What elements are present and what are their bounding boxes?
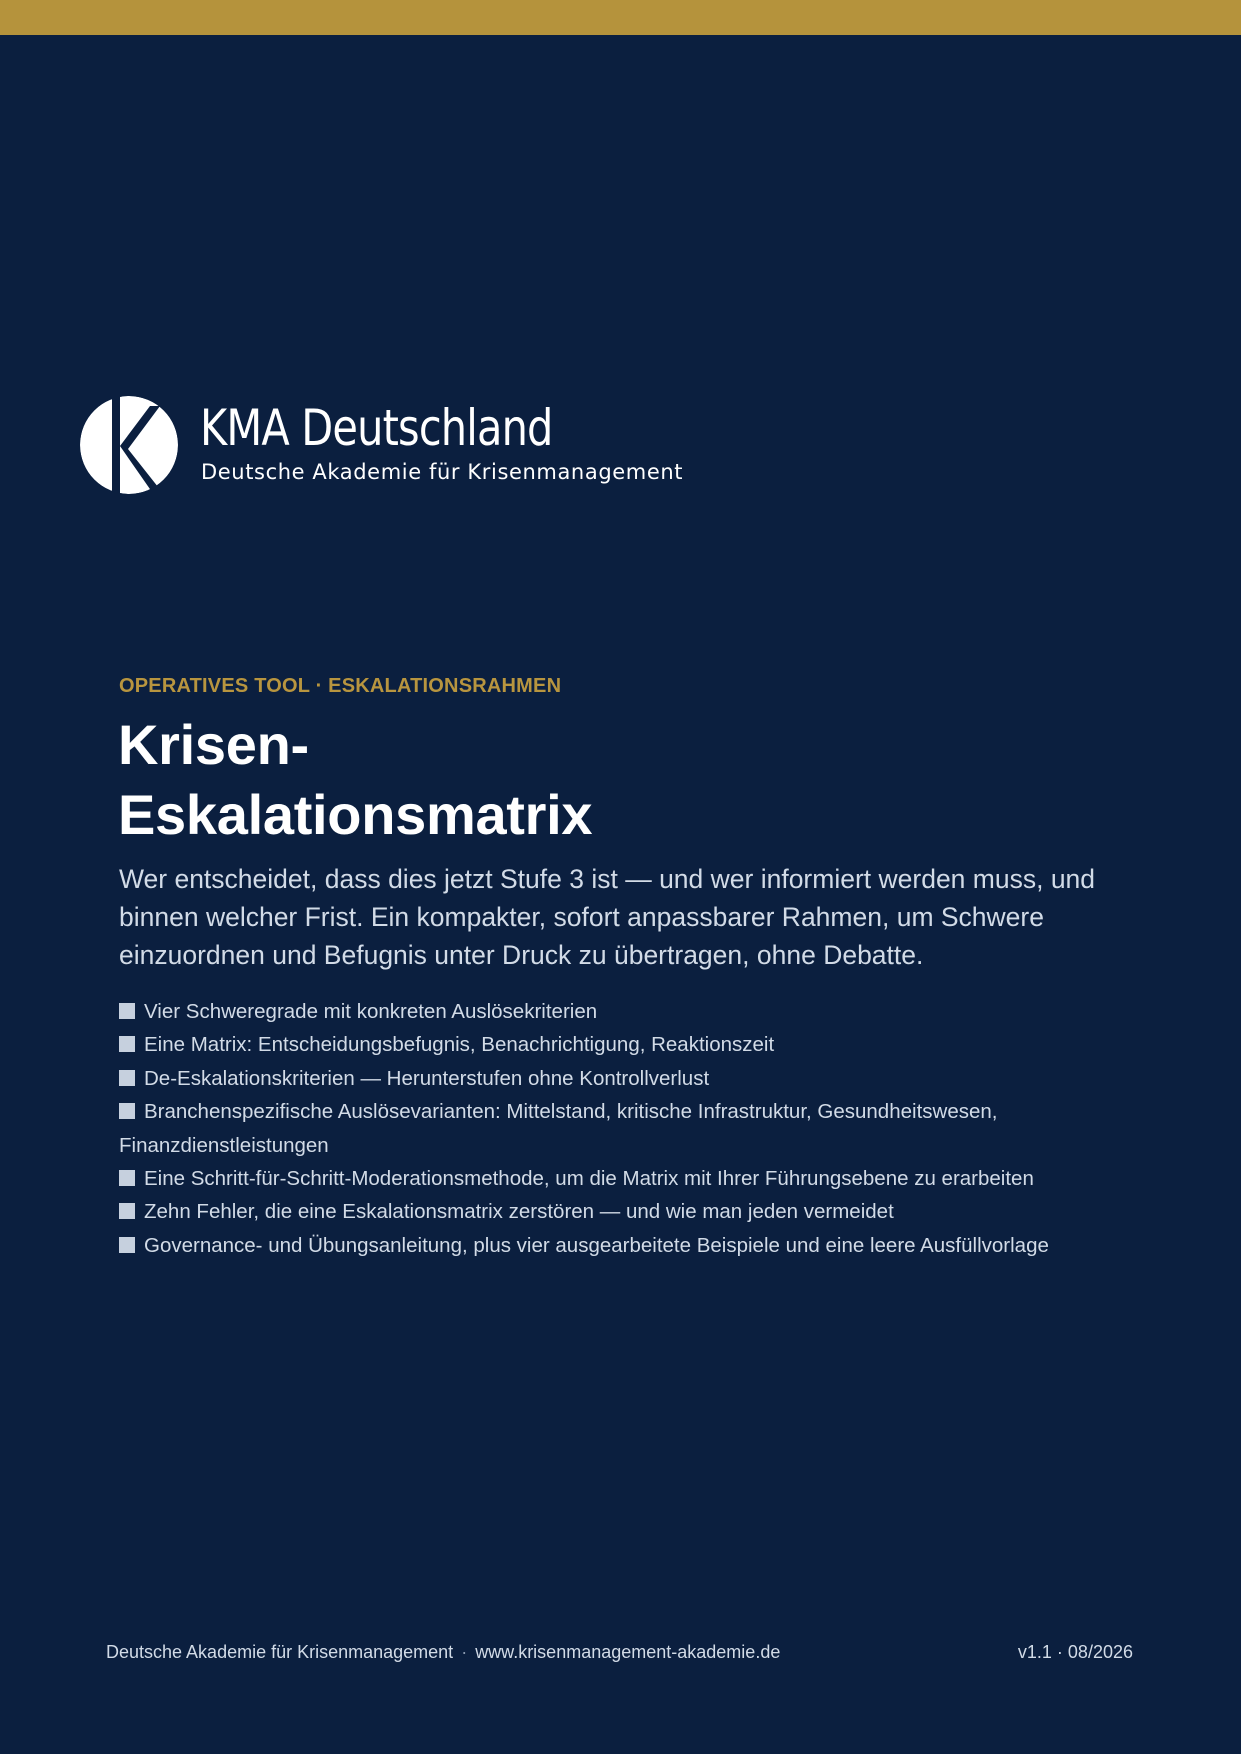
feature-text: De-Eskalationskriterien — Herunterstufen ohne Kontrollverlust	[144, 1066, 710, 1090]
square-bullet-icon	[119, 1170, 135, 1186]
feature-text: Branchenspezifische Auslösevarianten: Mittelstand, kritische Infrastruktur, Gesundheitswesen, Finanzdienstleistungen	[119, 1100, 998, 1157]
footer-separator: ·	[461, 1642, 468, 1662]
lead-paragraph: Wer entscheidet, dass dies jetzt Stufe 3 ist — und wer informiert werden muss, und binnen welcher Frist. Ein kompakter, sofort anpassbarer Rahmen, um Schwere einzuordnen und Befugnis unter Druck zu übertragen, ohne Debatte.	[119, 864, 1096, 970]
document-category: OPERATIVES TOOL · ESKALATIONSRAHMEN	[119, 675, 562, 697]
feature-text: Vier Schweregrade mit konkreten Auslösekriterien	[144, 1000, 598, 1023]
square-bullet-icon	[119, 1036, 135, 1052]
square-bullet-icon	[119, 1237, 135, 1253]
feature-item	[119, 1062, 1129, 1095]
feature-item	[119, 1195, 1129, 1228]
feature-text: Eine Schritt-für-Schritt-Moderationsmethode, um die Matrix mit Ihrer Führungsebene zu erarbeiten	[144, 1167, 1034, 1191]
feature-item	[119, 1229, 1129, 1262]
footer-info	[106, 1641, 780, 1663]
square-bullet-icon	[119, 1203, 135, 1219]
title-line-2: Eskalationsmatrix	[118, 783, 593, 846]
feature-list	[119, 995, 1129, 1262]
feature-text: Eine Matrix: Entscheidungsbefugnis, Benachrichtigung, Reaktionszeit	[144, 1033, 775, 1057]
footer-version: v1.1 · 08/2026	[1017, 1642, 1133, 1662]
title-line-1: Krisen-	[118, 713, 309, 776]
document-title	[118, 710, 1018, 850]
top-accent-bar	[0, 0, 1241, 35]
feature-item	[119, 1095, 1129, 1162]
footer-organization: Deutsche Akademie für Krisenmanagement	[106, 1642, 454, 1662]
k-monogram-circle-icon	[80, 396, 178, 494]
feature-text: Governance- und Übungsanleitung, plus vier ausgearbeitete Beispiele und eine leere Ausfüllvorlage	[144, 1233, 1049, 1257]
square-bullet-icon	[119, 1103, 135, 1119]
square-bullet-icon	[119, 1003, 135, 1019]
feature-item	[119, 1162, 1129, 1195]
feature-item	[119, 1028, 1129, 1061]
feature-text: Zehn Fehler, die eine Eskalationsmatrix zerstören — und wie man jeden vermeidet	[144, 1200, 894, 1224]
footer-website-link[interactable]: www.krisenmanagement-akademie.de	[475, 1642, 781, 1662]
brand-tagline: Deutsche Akademie für Krisenmanagement	[201, 460, 684, 484]
square-bullet-icon	[119, 1070, 135, 1086]
feature-item	[119, 995, 1129, 1028]
brand-name: KMA Deutschland	[200, 399, 553, 457]
